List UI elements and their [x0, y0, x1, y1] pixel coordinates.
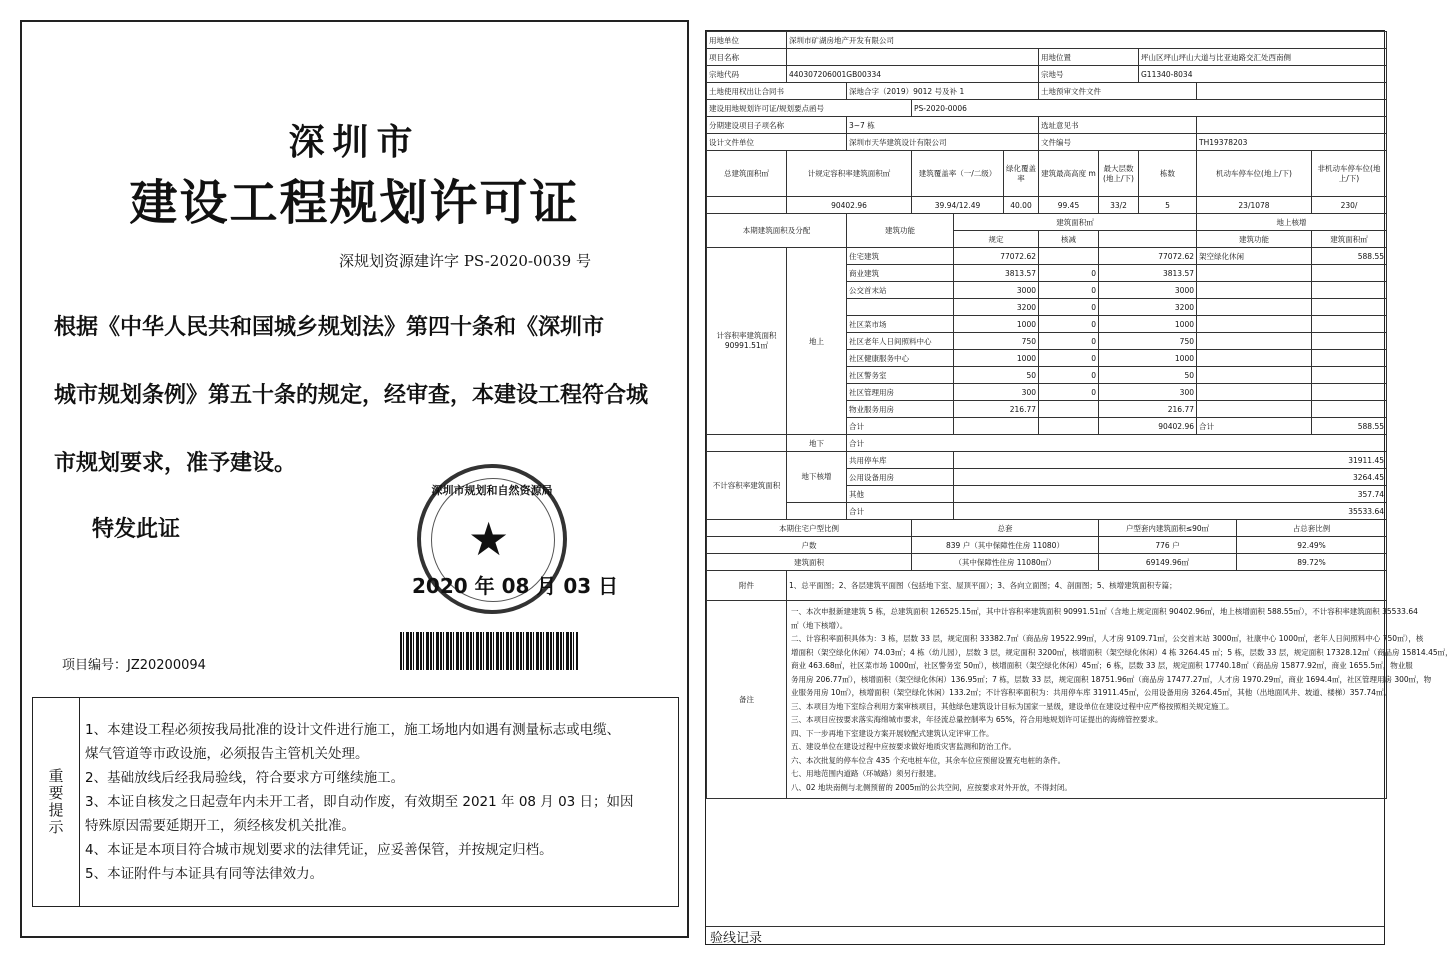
label-file-no: 文件编号: [1039, 134, 1197, 151]
row-area: [1312, 401, 1387, 418]
non-far-total: 35533.64: [954, 503, 1387, 520]
notes-list: [85, 718, 675, 886]
remark-line: 业服务用房 10㎡），核增面积（架空绿化休闲）133.2㎡；不计容积率面积为：共用停车库 31911.45㎡，公用设备用房 3264.45㎡，其他（出地面风井、坡道、楼梯）357.74㎡。: [791, 688, 1391, 697]
below-ground-label: 地下: [787, 435, 847, 452]
row-func: 架空绿化休闲: [1197, 248, 1312, 265]
row-total: 1000: [1099, 316, 1197, 333]
unit-ratio-label: 本期住宅户型比例: [707, 520, 912, 537]
row-func: [1197, 367, 1312, 384]
row-total: 1000: [1099, 350, 1197, 367]
far-total-label: 计容积率建筑面积 90991.51㎡: [707, 248, 787, 435]
col-total: [1099, 231, 1197, 248]
inspection-record-label: 验线记录: [706, 926, 1384, 944]
row-deduct: [1039, 401, 1099, 418]
row-deduct: 0: [1039, 350, 1099, 367]
subtotal-label: 合计: [847, 418, 954, 435]
summary-total-area: [707, 197, 787, 214]
row-deduct: 0: [1039, 367, 1099, 384]
non-far-row-name: 公用设备用房: [847, 469, 954, 486]
row-deduct: 0: [1039, 299, 1099, 316]
row-total: 3200: [1099, 299, 1197, 316]
certificate-body-line-1: 根据《中华人民共和国城乡规划法》第四十条和《深圳市: [54, 315, 605, 340]
info-table: [706, 31, 1453, 799]
label-phase: 分期建设项目子项名称: [707, 117, 847, 134]
summary-green: 40.00: [1004, 197, 1039, 214]
summary-buildings: 5: [1139, 197, 1197, 214]
row-deduct: 0: [1039, 384, 1099, 401]
subtotal-func-label: 合计: [1197, 418, 1312, 435]
header-buildings: 栋数: [1139, 151, 1197, 197]
certificate-city: 深圳市: [288, 121, 421, 163]
row-total: 50: [1099, 367, 1197, 384]
remark-line: 二、计容积率面积具体为：3 栋，层数 33 层，规定面积 33382.7㎡（商品房 19522.99㎡，人才房 9109.71㎡，公交首末站 3000㎡，社康中心 1000㎡，老年人日间照料中心 750㎡），核: [791, 634, 1424, 643]
note-item: 煤气管道等市政设施，必须报告主管机关处理。: [85, 746, 369, 762]
issue-date: 2020 年 08 月 03 日: [412, 574, 619, 598]
permit-certificate: [20, 20, 689, 938]
row-total: 3000: [1099, 282, 1197, 299]
value-parcel-code: 440307206001GB00334: [787, 66, 1039, 83]
units-total: 839 户（其中保障性住房 11080）: [912, 537, 1099, 554]
row-name: 社区健康服务中心: [847, 350, 954, 367]
row-area: 588.55: [1312, 248, 1387, 265]
header-car-parking: 机动车停车位(地上/下): [1197, 151, 1312, 197]
value-phase: 3~7 栋: [847, 117, 1039, 134]
summary-bike: 230/: [1312, 197, 1387, 214]
row-regular: 216.77: [954, 401, 1039, 418]
row-name: 物业服务用房: [847, 401, 954, 418]
seal-text: 深圳市规划和自然资源局: [431, 484, 553, 497]
below-subtotal-label: 合计: [847, 435, 1387, 452]
row-area: [1312, 333, 1387, 350]
certificate-body-line-2: 城市规划条例》第五十条的规定，经审查，本建设工程符合城: [54, 383, 649, 408]
row-regular: 50: [954, 367, 1039, 384]
note-item: 5、本证附件与本证具有同等法律效力。: [85, 866, 324, 882]
area-section-label: 本期建筑面积及分配: [707, 214, 847, 248]
col-function: 建筑功能: [1197, 231, 1312, 248]
row-deduct: 0: [1039, 316, 1099, 333]
header-green: 绿化覆盖率: [1004, 151, 1039, 197]
attachments-text: 1、总平面图；2、各层建筑平面图（包括地下室、屋顶平面）；3、各向立面图；4、剖面图；5、核增建筑面积专篇；: [787, 571, 1387, 601]
remark-line: 三、本项目应按要求落实海绵城市要求，年径流总量控制率为 65%，符合用地规划许可证提出的海绵管控要求。: [791, 715, 1163, 724]
value-parcel-no: G11340-8034: [1139, 66, 1387, 83]
value-site-opinion: [1197, 117, 1387, 134]
unit-header-ratio: 占总套比例: [1237, 520, 1387, 537]
label-parcel-code: 宗地代码: [707, 66, 787, 83]
row-area: [1312, 384, 1387, 401]
label-location: 用地位置: [1039, 49, 1139, 66]
permit-attachment-table: [705, 30, 1453, 946]
note-item: 3、本证自核发之日起壹年内未开工者，即自动作废，有效期至 2021 年 08 月 03 日；如因: [85, 794, 634, 810]
unit-area-total: （其中保障性住房 11080㎡）: [912, 554, 1099, 571]
project-number: 项目编号：JZ20200094: [62, 658, 206, 673]
label-planning-permit: 建设用地规划许可证/规划要点函号: [707, 100, 912, 117]
notes-label: 重要提示: [46, 768, 65, 836]
row-func: [1197, 282, 1312, 299]
row-regular: 750: [954, 333, 1039, 350]
summary-far-area: 90402.96: [787, 197, 912, 214]
certificate-title: 建设工程规划许可证: [129, 175, 580, 231]
non-far-row-value: 357.74: [954, 486, 1387, 503]
col-regular: 规定: [954, 231, 1039, 248]
row-name: 社区管理用房: [847, 384, 954, 401]
value-contract: 深地合字（2019）9012 号及补 1: [847, 83, 1039, 100]
above-check-header: 地上核增: [1197, 214, 1387, 231]
unit-area-small: 69149.96㎡: [1099, 554, 1237, 571]
remarks-label: 备注: [707, 601, 787, 799]
summary-car: 23/1078: [1197, 197, 1312, 214]
remark-line: 增面积（架空绿化休闲）74.03㎡；4 栋（幼儿园），层数 3 层，规定面积 3200㎡，核增面积（架空绿化休闲）4 栋 3264.45 ㎡；5 栋，层数 33 层，规定面积 17328.12㎡（商品房 15814.45㎡，: [791, 647, 1453, 657]
row-area: [1312, 367, 1387, 384]
summary-coverage: 39.94/12.49: [912, 197, 1004, 214]
non-far-row-value: 31911.45: [954, 452, 1387, 469]
value-land-user: 深圳市矿湖房地产开发有限公司: [787, 32, 1387, 49]
row-total: 216.77: [1099, 401, 1197, 418]
function-header: 建筑功能: [847, 214, 954, 248]
row-total: 300: [1099, 384, 1197, 401]
row-regular: 77072.62: [954, 248, 1039, 265]
units-ratio: 92.49%: [1237, 537, 1387, 554]
row-func: [1197, 350, 1312, 367]
row-name: 社区老年人日间照料中心: [847, 333, 954, 350]
remark-line: 务用房 206.77㎡），核增面积（架空绿化休闲）136.95㎡；7 栋，层数 33 层，规定面积 18751.96㎡（商品房 17477.27㎡，人才房 1970.29㎡，商业 1694.4㎡，社区管理用房 300㎡，物: [791, 674, 1432, 684]
subtotal-area: 588.55: [1312, 418, 1387, 435]
label-prelim: 土地预审文件文件: [1039, 83, 1197, 100]
subtotal-regular: [954, 418, 1039, 435]
remark-line: 六、本次批复的停车位含 435 个充电桩车位，其余车位应预留设置充电桩的条件。: [791, 755, 1066, 765]
permit-number: 深规划资源建许字 PS-2020-0039 号: [339, 252, 591, 270]
header-bike-parking: 非机动车停车位(地上/下): [1312, 151, 1387, 197]
row-name: 社区菜市场: [847, 316, 954, 333]
remark-line: ㎡（地下核增）。: [791, 620, 848, 630]
subtotal-total: 90402.96: [1099, 418, 1197, 435]
attachments-label: 附件: [707, 571, 787, 601]
row-name: [847, 299, 954, 316]
row-name: 商业建筑: [847, 265, 954, 282]
value-location: 坪山区坪山坪山大道与比亚迪路交汇处西南侧: [1139, 49, 1387, 66]
note-item: 4、本证是本项目符合城市规划要求的法律凭证，应妥善保管，并按规定归档。: [85, 842, 553, 858]
unit-header-small: 户型套内建筑面积≤90㎡: [1099, 520, 1237, 537]
row-total: 77072.62: [1099, 248, 1197, 265]
special-issue-text: 特发此证: [92, 517, 181, 542]
label-parcel-no: 宗地号: [1039, 66, 1139, 83]
remark-line: 商业 463.68㎡，社区菜市场 1000㎡，社区警务室 50㎡），核增面积（架空绿化休闲）45㎡；6 栋，层数 33 层，规定面积 17740.18㎡（商品房 15877.92㎡，商业 1655.5㎡，物业服: [791, 661, 1413, 670]
non-far-row-value: 3264.45: [954, 469, 1387, 486]
header-height: 建筑最高高度 m: [1039, 151, 1099, 197]
row-area: [1312, 282, 1387, 299]
note-item: 特殊原因需要延期开工，须经核发机关批准。: [85, 818, 355, 834]
label-site-opinion: 选址意见书: [1039, 117, 1197, 134]
non-far-row-name: 共用停车库: [847, 452, 954, 469]
remark-line: 五、建设单位在建设过程中应按要求做好地质灾害监测和防治工作。: [791, 742, 1016, 751]
unit-area-label: 建筑面积: [707, 554, 912, 571]
important-notes: [32, 697, 679, 907]
row-func: [1197, 299, 1312, 316]
note-item: 1、本建设工程必须按我局批准的设计文件进行施工，施工场地内如遇有测量标志或电缆、: [85, 722, 621, 738]
value-planning-permit: PS-2020-0006: [912, 100, 1387, 117]
units-label: 户数: [707, 537, 912, 554]
row-regular: 3813.57: [954, 265, 1039, 282]
row-total: 750: [1099, 333, 1197, 350]
header-floors: 最大层数(地上/下): [1099, 151, 1139, 197]
value-design-unit: 深圳市天华建筑设计有限公司: [847, 134, 1039, 151]
header-total-area: 总建筑面积㎡: [707, 151, 787, 197]
row-regular: 3000: [954, 282, 1039, 299]
row-func: [1197, 316, 1312, 333]
row-regular: 1000: [954, 316, 1039, 333]
label-contract: 土地使用权出让合同书: [707, 83, 847, 100]
label-project-name: 项目名称: [707, 49, 787, 66]
remark-line: 八、02 地块南侧与北侧预留的 2005㎡的公共空间，应按要求对外开放，不得封闭。: [791, 782, 1072, 792]
row-deduct: [1039, 248, 1099, 265]
above-ground-label: 地上: [787, 248, 847, 435]
value-project-name: [787, 49, 1039, 66]
row-area: [1312, 316, 1387, 333]
remark-line: 四、下一步再地下室建设方案开展较配式建筑认定评审工作。: [791, 728, 994, 738]
remark-line: 七、用地范围内道路（环城路）须另行报建。: [791, 769, 941, 778]
area-header: 建筑面积㎡: [954, 214, 1197, 231]
non-far-row-name: 其他: [847, 486, 954, 503]
row-deduct: 0: [1039, 265, 1099, 282]
row-regular: 300: [954, 384, 1039, 401]
label-land-user: 用地单位: [707, 32, 787, 49]
row-area: [1312, 265, 1387, 282]
row-name: 社区警务室: [847, 367, 954, 384]
value-file-no: TH19378203: [1197, 134, 1387, 151]
unit-area-ratio: 89.72%: [1237, 554, 1387, 571]
non-far-sub-label: 地下核增: [787, 452, 847, 503]
barcode: [400, 632, 578, 670]
row-func: [1197, 401, 1312, 418]
summary-floors: 33/2: [1099, 197, 1139, 214]
value-prelim: [1197, 83, 1387, 100]
certificate-body-line-3: 市规划要求，准予建设。: [54, 451, 297, 476]
row-func: [1197, 333, 1312, 350]
row-func: [1197, 265, 1312, 282]
col-deduct: 核减: [1039, 231, 1099, 248]
row-name: 住宅建筑: [847, 248, 954, 265]
row-func: [1197, 384, 1312, 401]
row-name: 公交首末站: [847, 282, 954, 299]
row-regular: 1000: [954, 350, 1039, 367]
star-icon: ★: [468, 512, 510, 566]
row-total: 3813.57: [1099, 265, 1197, 282]
row-area: [1312, 350, 1387, 367]
row-regular: 3200: [954, 299, 1039, 316]
header-far-area: 计规定容积率建筑面积㎡: [787, 151, 912, 197]
header-coverage: 建筑覆盖率（一/二级）: [912, 151, 1004, 197]
remark-line: 三、本项目为地下室综合利用方案审核项目，其他绿色建筑设计目标为国家一星级，建设单位在建设过程中应严格按照相关规定施工。: [791, 701, 1234, 711]
col-area: 建筑面积㎡: [1312, 231, 1387, 248]
remarks-text: [787, 601, 1453, 799]
row-area: [1312, 299, 1387, 316]
row-deduct: 0: [1039, 282, 1099, 299]
remark-line: 一、本次申报新建建筑 5 栋，总建筑面积 126525.15㎡，其中计容积率建筑面积 90991.51㎡（含地上规定面积 90402.96㎡，地上核增面积 588.55㎡），不计容积率建筑面积 35533.64: [791, 607, 1418, 616]
unit-header-total: 总套: [912, 520, 1099, 537]
non-far-total-label: 合计: [847, 503, 954, 520]
non-far-label: 不计容积率建筑面积: [707, 452, 787, 520]
summary-height: 99.45: [1039, 197, 1099, 214]
label-design-unit: 设计文件单位: [707, 134, 847, 151]
row-deduct: 0: [1039, 333, 1099, 350]
units-small: 776 户: [1099, 537, 1237, 554]
note-item: 2、基础放线后经我局验线，符合要求方可继续施工。: [85, 770, 405, 786]
